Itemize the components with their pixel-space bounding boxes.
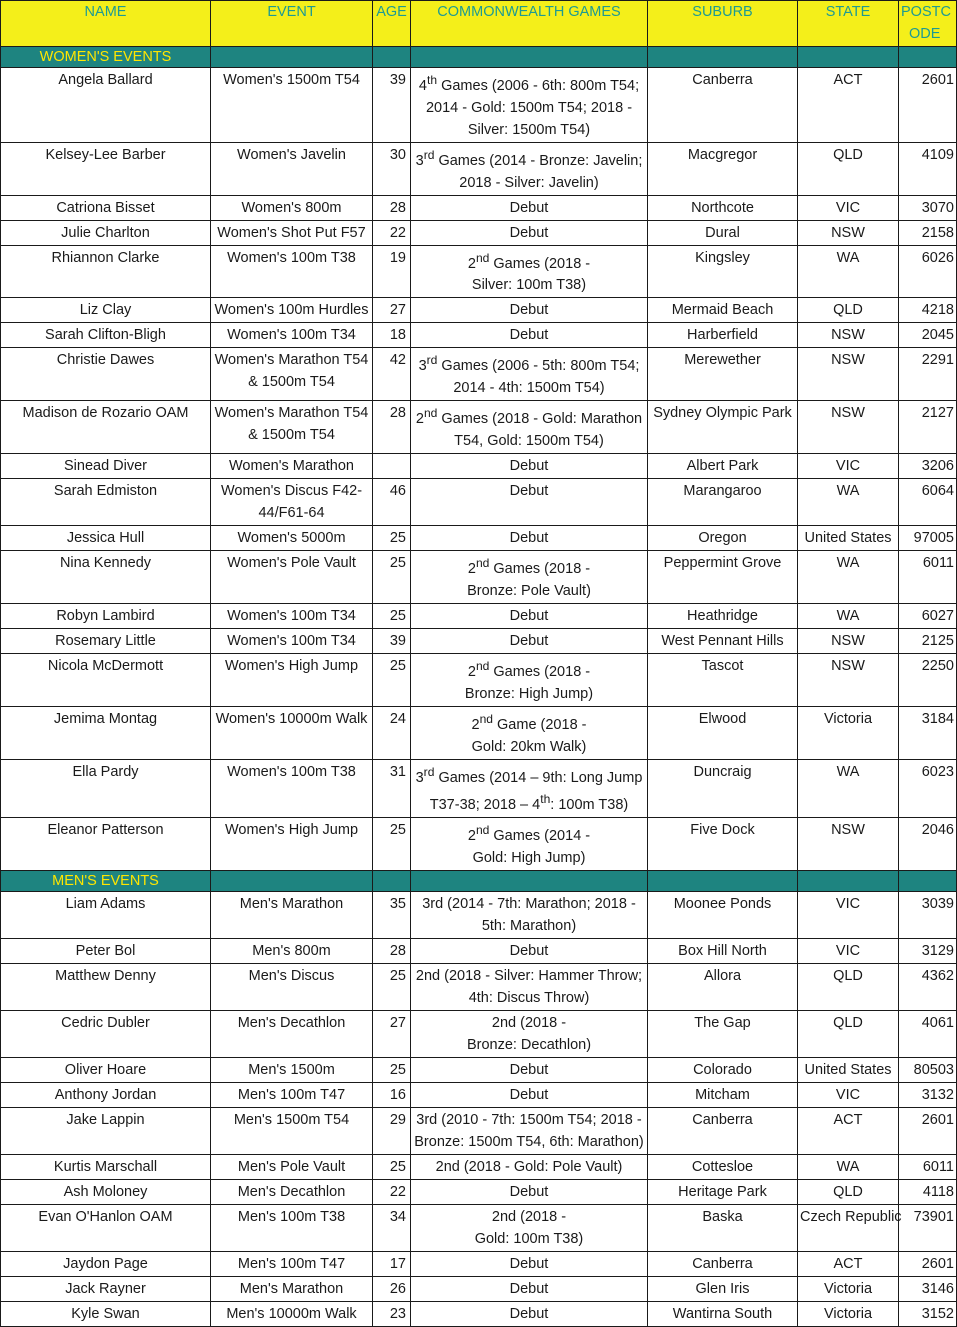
postcode-cell: 4218 xyxy=(899,298,957,323)
event-cell: Women's Marathon xyxy=(211,454,373,479)
section-cell xyxy=(899,871,957,892)
athlete-name: Madison de Rozario OAM xyxy=(1,401,211,454)
postcode-cell: 2601 xyxy=(899,1252,957,1277)
suburb-cell: Harberfield xyxy=(648,323,798,348)
event-cell: Men's 100m T47 xyxy=(211,1083,373,1108)
age-cell: 27 xyxy=(373,1011,411,1058)
suburb-cell: Baska xyxy=(648,1205,798,1252)
athlete-name: Eleanor Patterson xyxy=(1,818,211,871)
commonwealth-games-cell: 4th Games (2006 - 6th: 800m T54; 2014 - Gold: 1500m T54; 2018 - Silver: 1500m T54) xyxy=(411,68,648,143)
age-cell: 26 xyxy=(373,1277,411,1302)
commonwealth-games-cell: Debut xyxy=(411,479,648,526)
commonwealth-games-cell: Debut xyxy=(411,1252,648,1277)
state-cell: QLD xyxy=(798,298,899,323)
suburb-cell: Box Hill North xyxy=(648,939,798,964)
event-cell: Women's 100m T34 xyxy=(211,603,373,628)
event-cell: Men's Marathon xyxy=(211,892,373,939)
state-cell: NSW xyxy=(798,818,899,871)
table-row xyxy=(1,939,957,964)
table-row xyxy=(1,348,957,401)
postcode-cell: 3039 xyxy=(899,892,957,939)
commonwealth-games-cell: Debut xyxy=(411,1302,648,1327)
event-cell: Women's 800m xyxy=(211,195,373,220)
athlete-name: Matthew Denny xyxy=(1,964,211,1011)
suburb-cell: Marangaroo xyxy=(648,479,798,526)
suburb-cell: Merewether xyxy=(648,348,798,401)
section-row xyxy=(1,47,957,68)
athlete-name: Jake Lappin xyxy=(1,1108,211,1155)
athlete-name: Nicola McDermott xyxy=(1,653,211,706)
suburb-cell: Heritage Park xyxy=(648,1180,798,1205)
section-cell xyxy=(373,47,411,68)
event-cell: Women's 100m T38 xyxy=(211,759,373,818)
table-row xyxy=(1,818,957,871)
commonwealth-games-cell: 2nd Games (2018 - Silver: 100m T38) xyxy=(411,245,648,298)
athlete-name: Kurtis Marschall xyxy=(1,1155,211,1180)
event-cell: Men's 1500m xyxy=(211,1058,373,1083)
suburb-cell: Glen Iris xyxy=(648,1277,798,1302)
header-postcode xyxy=(899,1,957,47)
commonwealth-games-cell: 2nd Games (2018 - Gold: Marathon T54, Gold: 1500m T54) xyxy=(411,401,648,454)
suburb-cell: Mitcham xyxy=(648,1083,798,1108)
commonwealth-games-cell: Debut xyxy=(411,526,648,551)
postcode-cell: 3070 xyxy=(899,195,957,220)
state-cell: QLD xyxy=(798,1011,899,1058)
age-cell: 18 xyxy=(373,323,411,348)
table-row xyxy=(1,1277,957,1302)
event-cell: Women's 1500m T54 xyxy=(211,68,373,143)
state-cell: QLD xyxy=(798,1180,899,1205)
table-row xyxy=(1,142,957,195)
table-row xyxy=(1,526,957,551)
athlete-name: Robyn Lambird xyxy=(1,603,211,628)
header-postcode-line1: POSTC xyxy=(901,4,951,20)
table-row xyxy=(1,964,957,1011)
postcode-cell: 2046 xyxy=(899,818,957,871)
age-cell: 28 xyxy=(373,195,411,220)
state-cell: WA xyxy=(798,1155,899,1180)
suburb-cell: Macgregor xyxy=(648,142,798,195)
postcode-cell: 3184 xyxy=(899,706,957,759)
section-cell xyxy=(373,871,411,892)
age-cell: 23 xyxy=(373,1302,411,1327)
athlete-name: Liz Clay xyxy=(1,298,211,323)
section-row xyxy=(1,871,957,892)
commonwealth-games-cell: 3rd Games (2014 – 9th: Long Jump T37-38; 2018 – 4th: 100m T38) xyxy=(411,759,648,818)
postcode-cell: 6026 xyxy=(899,245,957,298)
athlete-name: Rosemary Little xyxy=(1,628,211,653)
event-cell: Men's 1500m T54 xyxy=(211,1108,373,1155)
age-cell: 39 xyxy=(373,628,411,653)
event-cell: Men's Decathlon xyxy=(211,1011,373,1058)
suburb-cell: Kingsley xyxy=(648,245,798,298)
athlete-name: Jessica Hull xyxy=(1,526,211,551)
suburb-cell: Duncraig xyxy=(648,759,798,818)
athlete-name: Sinead Diver xyxy=(1,454,211,479)
commonwealth-games-cell: 2nd Games (2014 - Gold: High Jump) xyxy=(411,818,648,871)
suburb-cell: Peppermint Grove xyxy=(648,551,798,604)
age-cell: 25 xyxy=(373,551,411,604)
event-cell: Women's Marathon T54 & 1500m T54 xyxy=(211,348,373,401)
athlete-name: Cedric Dubler xyxy=(1,1011,211,1058)
age-cell: 25 xyxy=(373,818,411,871)
table-row xyxy=(1,479,957,526)
age-cell: 28 xyxy=(373,939,411,964)
table-row xyxy=(1,706,957,759)
state-cell: Victoria xyxy=(798,706,899,759)
event-cell: Women's High Jump xyxy=(211,653,373,706)
header-postcode-line2: ODE xyxy=(909,26,941,42)
state-cell: NSW xyxy=(798,323,899,348)
table-body xyxy=(1,47,957,1327)
athlete-name: Oliver Hoare xyxy=(1,1058,211,1083)
age-cell: 22 xyxy=(373,220,411,245)
commonwealth-games-cell: 2nd Games (2018 - Bronze: Pole Vault) xyxy=(411,551,648,604)
postcode-cell: 3206 xyxy=(899,454,957,479)
postcode-cell: 3152 xyxy=(899,1302,957,1327)
commonwealth-games-cell: 2nd Game (2018 - Gold: 20km Walk) xyxy=(411,706,648,759)
postcode-cell: 80503 xyxy=(899,1058,957,1083)
postcode-cell: 73901 xyxy=(899,1205,957,1252)
suburb-cell: Tascot xyxy=(648,653,798,706)
state-cell: ACT xyxy=(798,1252,899,1277)
suburb-cell: Albert Park xyxy=(648,454,798,479)
athlete-name: Jaydon Page xyxy=(1,1252,211,1277)
commonwealth-games-cell: Debut xyxy=(411,1058,648,1083)
table-row xyxy=(1,1058,957,1083)
state-cell: WA xyxy=(798,603,899,628)
athlete-name: Sarah Clifton-Bligh xyxy=(1,323,211,348)
postcode-cell: 4109 xyxy=(899,142,957,195)
age-cell: 25 xyxy=(373,653,411,706)
postcode-cell: 3129 xyxy=(899,939,957,964)
event-cell: Men's Marathon xyxy=(211,1277,373,1302)
event-cell: Women's Javelin xyxy=(211,142,373,195)
commonwealth-games-cell: 2nd (2018 - Silver: Hammer Throw; 4th: Discus Throw) xyxy=(411,964,648,1011)
suburb-cell: Canberra xyxy=(648,68,798,143)
event-cell: Women's High Jump xyxy=(211,818,373,871)
age-cell: 25 xyxy=(373,964,411,1011)
commonwealth-games-cell: 3rd (2010 - 7th: 1500m T54; 2018 - Bronze: 1500m T54, 6th: Marathon) xyxy=(411,1108,648,1155)
section-cell xyxy=(211,871,373,892)
age-cell: 39 xyxy=(373,68,411,143)
header-age: AGE xyxy=(373,1,411,47)
table-row xyxy=(1,68,957,143)
table-row xyxy=(1,1180,957,1205)
table-row xyxy=(1,401,957,454)
age-cell: 17 xyxy=(373,1252,411,1277)
table-row xyxy=(1,323,957,348)
commonwealth-games-cell: Debut xyxy=(411,939,648,964)
athlete-name: Rhiannon Clarke xyxy=(1,245,211,298)
postcode-cell: 6064 xyxy=(899,479,957,526)
age-cell: 16 xyxy=(373,1083,411,1108)
postcode-cell: 2601 xyxy=(899,68,957,143)
athlete-name: Julie Charlton xyxy=(1,220,211,245)
event-cell: Women's 100m T34 xyxy=(211,628,373,653)
commonwealth-games-cell: Debut xyxy=(411,323,648,348)
postcode-cell: 2127 xyxy=(899,401,957,454)
event-cell: Women's Discus F42-44/F61-64 xyxy=(211,479,373,526)
age-cell: 25 xyxy=(373,603,411,628)
athlete-name: Kelsey-Lee Barber xyxy=(1,142,211,195)
event-cell: Women's 100m Hurdles xyxy=(211,298,373,323)
suburb-cell: Moonee Ponds xyxy=(648,892,798,939)
postcode-cell: 97005 xyxy=(899,526,957,551)
suburb-cell: Elwood xyxy=(648,706,798,759)
state-cell: United States xyxy=(798,526,899,551)
athlete-name: Nina Kennedy xyxy=(1,551,211,604)
state-cell: Czech Republic xyxy=(798,1205,899,1252)
athlete-name: Christie Dawes xyxy=(1,348,211,401)
suburb-cell: Allora xyxy=(648,964,798,1011)
commonwealth-games-cell: 3rd Games (2006 - 5th: 800m T54; 2014 - 4th: 1500m T54) xyxy=(411,348,648,401)
section-cell xyxy=(798,871,899,892)
suburb-cell: Wantirna South xyxy=(648,1302,798,1327)
commonwealth-games-cell: Debut xyxy=(411,628,648,653)
age-cell: 24 xyxy=(373,706,411,759)
table-row xyxy=(1,628,957,653)
state-cell: VIC xyxy=(798,939,899,964)
athlete-name: Liam Adams xyxy=(1,892,211,939)
state-cell: ACT xyxy=(798,1108,899,1155)
suburb-cell: Northcote xyxy=(648,195,798,220)
state-cell: WA xyxy=(798,245,899,298)
table-row xyxy=(1,1155,957,1180)
athlete-name: Evan O'Hanlon OAM xyxy=(1,1205,211,1252)
postcode-cell: 2045 xyxy=(899,323,957,348)
suburb-cell: Oregon xyxy=(648,526,798,551)
age-cell: 28 xyxy=(373,401,411,454)
athlete-name: Peter Bol xyxy=(1,939,211,964)
section-label: MEN'S EVENTS xyxy=(1,871,211,892)
age-cell: 22 xyxy=(373,1180,411,1205)
table-row xyxy=(1,1011,957,1058)
commonwealth-games-cell: Debut xyxy=(411,195,648,220)
commonwealth-games-cell: Debut xyxy=(411,1277,648,1302)
table-row xyxy=(1,220,957,245)
suburb-cell: Dural xyxy=(648,220,798,245)
state-cell: QLD xyxy=(798,964,899,1011)
suburb-cell: Five Dock xyxy=(648,818,798,871)
athlete-name: Sarah Edmiston xyxy=(1,479,211,526)
header-row xyxy=(1,1,957,47)
athlete-name: Catriona Bisset xyxy=(1,195,211,220)
table-row xyxy=(1,1252,957,1277)
state-cell: VIC xyxy=(798,195,899,220)
table-row xyxy=(1,298,957,323)
state-cell: VIC xyxy=(798,892,899,939)
event-cell: Men's Discus xyxy=(211,964,373,1011)
suburb-cell: Heathridge xyxy=(648,603,798,628)
suburb-cell: West Pennant Hills xyxy=(648,628,798,653)
age-cell: 42 xyxy=(373,348,411,401)
table-row xyxy=(1,653,957,706)
state-cell: WA xyxy=(798,759,899,818)
commonwealth-games-cell: 2nd Games (2018 - Bronze: High Jump) xyxy=(411,653,648,706)
state-cell: WA xyxy=(798,479,899,526)
suburb-cell: Cottesloe xyxy=(648,1155,798,1180)
event-cell: Men's 100m T47 xyxy=(211,1252,373,1277)
table-row xyxy=(1,1108,957,1155)
commonwealth-games-cell: Debut xyxy=(411,1180,648,1205)
postcode-cell: 2250 xyxy=(899,653,957,706)
state-cell: Victoria xyxy=(798,1277,899,1302)
commonwealth-games-cell: Debut xyxy=(411,298,648,323)
state-cell: NSW xyxy=(798,220,899,245)
state-cell: NSW xyxy=(798,628,899,653)
postcode-cell: 6011 xyxy=(899,1155,957,1180)
commonwealth-games-cell: 3rd (2014 - 7th: Marathon; 2018 - 5th: Marathon) xyxy=(411,892,648,939)
postcode-cell: 3146 xyxy=(899,1277,957,1302)
header-state: STATE xyxy=(798,1,899,47)
table-row xyxy=(1,892,957,939)
section-cell xyxy=(648,871,798,892)
age-cell: 46 xyxy=(373,479,411,526)
event-cell: Women's 5000m xyxy=(211,526,373,551)
state-cell: VIC xyxy=(798,1083,899,1108)
event-cell: Women's Shot Put F57 xyxy=(211,220,373,245)
section-cell xyxy=(211,47,373,68)
age-cell: 25 xyxy=(373,1155,411,1180)
age-cell: 31 xyxy=(373,759,411,818)
age-cell xyxy=(373,454,411,479)
athlete-name: Ash Moloney xyxy=(1,1180,211,1205)
event-cell: Men's Pole Vault xyxy=(211,1155,373,1180)
state-cell: Victoria xyxy=(798,1302,899,1327)
header-event: EVENT xyxy=(211,1,373,47)
commonwealth-games-cell: Debut xyxy=(411,603,648,628)
commonwealth-games-cell: 2nd (2018 - Bronze: Decathlon) xyxy=(411,1011,648,1058)
event-cell: Men's Decathlon xyxy=(211,1180,373,1205)
suburb-cell: Colorado xyxy=(648,1058,798,1083)
event-cell: Men's 800m xyxy=(211,939,373,964)
event-cell: Women's Pole Vault xyxy=(211,551,373,604)
section-cell xyxy=(798,47,899,68)
event-cell: Men's 100m T38 xyxy=(211,1205,373,1252)
suburb-cell: Mermaid Beach xyxy=(648,298,798,323)
state-cell: United States xyxy=(798,1058,899,1083)
table-row xyxy=(1,603,957,628)
postcode-cell: 2291 xyxy=(899,348,957,401)
state-cell: VIC xyxy=(798,454,899,479)
postcode-cell: 2125 xyxy=(899,628,957,653)
postcode-cell: 4118 xyxy=(899,1180,957,1205)
commonwealth-games-cell: Debut xyxy=(411,1083,648,1108)
commonwealth-games-cell: 2nd (2018 - Gold: Pole Vault) xyxy=(411,1155,648,1180)
age-cell: 29 xyxy=(373,1108,411,1155)
age-cell: 19 xyxy=(373,245,411,298)
table-row xyxy=(1,195,957,220)
suburb-cell: Canberra xyxy=(648,1108,798,1155)
postcode-cell: 4061 xyxy=(899,1011,957,1058)
header-commonwealth-games: COMMONWEALTH GAMES xyxy=(411,1,648,47)
table-row xyxy=(1,1302,957,1327)
section-cell xyxy=(411,47,648,68)
postcode-cell: 6027 xyxy=(899,603,957,628)
postcode-cell: 3132 xyxy=(899,1083,957,1108)
event-cell: Men's 10000m Walk xyxy=(211,1302,373,1327)
event-cell: Women's 100m T38 xyxy=(211,245,373,298)
age-cell: 27 xyxy=(373,298,411,323)
age-cell: 35 xyxy=(373,892,411,939)
event-cell: Women's Marathon T54 & 1500m T54 xyxy=(211,401,373,454)
commonwealth-games-cell: 3rd Games (2014 - Bronze: Javelin; 2018 - Silver: Javelin) xyxy=(411,142,648,195)
header-suburb: SUBURB xyxy=(648,1,798,47)
athlete-name: Anthony Jordan xyxy=(1,1083,211,1108)
suburb-cell: The Gap xyxy=(648,1011,798,1058)
postcode-cell: 2158 xyxy=(899,220,957,245)
commonwealth-games-cell: 2nd (2018 - Gold: 100m T38) xyxy=(411,1205,648,1252)
suburb-cell: Sydney Olympic Park xyxy=(648,401,798,454)
athlete-name: Kyle Swan xyxy=(1,1302,211,1327)
table-row xyxy=(1,551,957,604)
athlete-name: Angela Ballard xyxy=(1,68,211,143)
section-cell xyxy=(899,47,957,68)
event-cell: Women's 10000m Walk xyxy=(211,706,373,759)
postcode-cell: 4362 xyxy=(899,964,957,1011)
commonwealth-games-cell: Debut xyxy=(411,454,648,479)
section-label: WOMEN'S EVENTS xyxy=(1,47,211,68)
table-row xyxy=(1,1083,957,1108)
athlete-name: Jack Rayner xyxy=(1,1277,211,1302)
state-cell: ACT xyxy=(798,68,899,143)
event-cell: Women's 100m T34 xyxy=(211,323,373,348)
header-name: NAME xyxy=(1,1,211,47)
table-row xyxy=(1,454,957,479)
athlete-name: Jemima Montag xyxy=(1,706,211,759)
state-cell: NSW xyxy=(798,653,899,706)
age-cell: 34 xyxy=(373,1205,411,1252)
section-cell xyxy=(648,47,798,68)
state-cell: QLD xyxy=(798,142,899,195)
suburb-cell: Canberra xyxy=(648,1252,798,1277)
postcode-cell: 6011 xyxy=(899,551,957,604)
state-cell: NSW xyxy=(798,401,899,454)
postcode-cell: 2601 xyxy=(899,1108,957,1155)
age-cell: 25 xyxy=(373,1058,411,1083)
state-cell: NSW xyxy=(798,348,899,401)
section-cell xyxy=(411,871,648,892)
table-row xyxy=(1,1205,957,1252)
state-cell: WA xyxy=(798,551,899,604)
table-row xyxy=(1,245,957,298)
postcode-cell: 6023 xyxy=(899,759,957,818)
age-cell: 30 xyxy=(373,142,411,195)
commonwealth-games-cell: Debut xyxy=(411,220,648,245)
athlete-name: Ella Pardy xyxy=(1,759,211,818)
age-cell: 25 xyxy=(373,526,411,551)
table-row xyxy=(1,759,957,818)
